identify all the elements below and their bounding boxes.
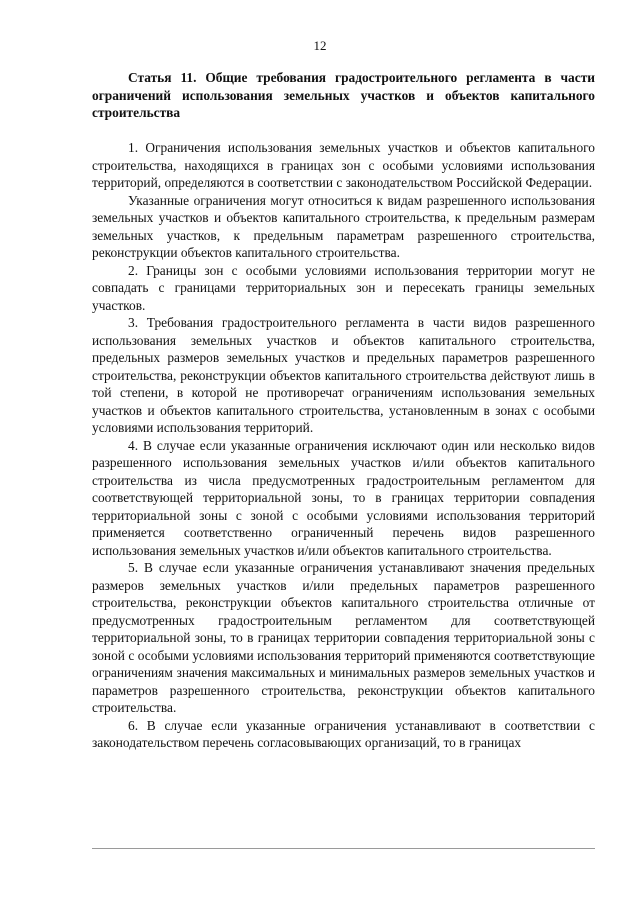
paragraph-3: 3. Требования градостроительного регламента в части видов разрешенного использования земельных участков и объектов капитального строительства, предельных размеров земельных участков и предельных параметров разрешенного строительства, реконструкции объектов капитального строительства действуют лишь в той степени, в которой не противоречат ограничениям использования земельных участков и объектов капитального строительства, установленным в зонах с особыми условиями использования территорий. (92, 315, 595, 435)
paragraph-5: 5. В случае если указанные ограничения устанавливают значения предельных размеров земельных участков и/или предельных параметров разрешенного строительства, реконструкции объектов капитального строительства отличные от предусмотренных градостроительным регламентом для соответствующей территориальной зоны, то в границах территории совпадения территориальной зоны с зоной с особыми условиями использования территорий применяются соответствующие ограничениям значения максимальных и минимальных размеров земельных участков и параметров разрешенного строительства, реконструкции объектов капитального строительства. (92, 560, 595, 715)
paragraph-6: 6. В случае если указанные ограничения устанавливают в соответствии с законодательством перечень согласовывающих организаций, то в границах (92, 717, 595, 750)
footer-divider (92, 848, 595, 849)
paragraph-2: 2. Границы зон с особыми условиями использования территории могут не совпадать с границами территориальных зон и пересекать границы земельных участков. (92, 262, 595, 313)
paragraph-4: 4. В случае если указанные ограничения исключают один или несколько видов разрешенного использования земельных участков и/или объектов капитального строительства из числа предусмотренных градостроительным регламентом для соответствующей территориальной зоны, то в границах территории совпадения территориальной зоны с зоной с особыми условиями использования территорий применяется соответственно ограниченный перечень видов разрешенного использования земельных участков и/или объектов капитального строительства. (92, 437, 595, 558)
paragraph-1: 1. Ограничения использования земельных участков и объектов капитального строительства, находящихся в границах зон с особыми условиями использования территорий, определяются в соответствии с законодательством Российской Федерации. (92, 140, 595, 190)
article-body (92, 139, 595, 752)
article-heading: Статья 11. Общие требования градостроительного регламента в части ограничений использования земельных участков и объектов капитального строительства (92, 70, 595, 120)
page-number: 12 (313, 38, 327, 53)
paragraph-1-continued: Указанные ограничения могут относиться к видам разрешенного использования земельных участков и объектов капитального строительства, к предельным размерам земельных участков, к предельным параметрам разрешенного строительства, реконструкции объектов капитального строительства. (92, 192, 595, 260)
